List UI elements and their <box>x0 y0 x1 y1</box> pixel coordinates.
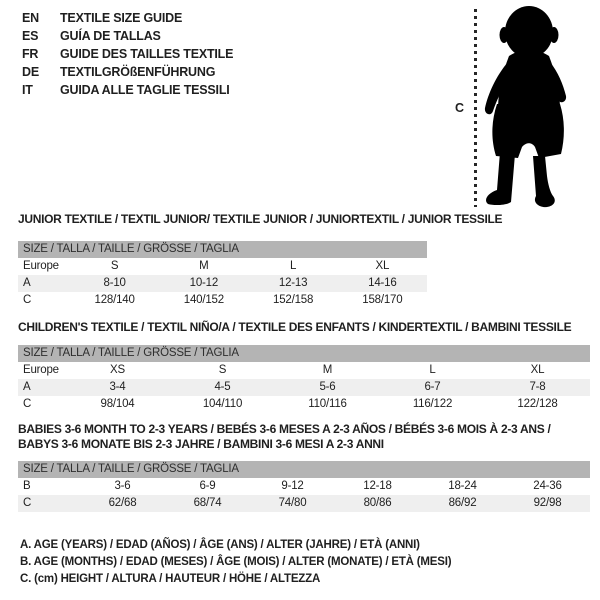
babies-title-line-2: BABYS 3-6 MONATE BIS 2-3 JAHRE / BAMBINI 3-6 MESI A 2-3 ANNI <box>18 437 384 451</box>
language-title-block <box>22 9 233 99</box>
table-cell: 104/110 <box>202 398 243 410</box>
table-cell: L <box>429 364 436 376</box>
language-code: EN <box>22 11 39 25</box>
children-size-table <box>18 345 590 413</box>
guide-title: TEXTILE SIZE GUIDE <box>60 11 183 25</box>
table-cell: 7-8 <box>529 381 546 393</box>
table-row <box>18 362 590 379</box>
table-cell: 3-4 <box>109 381 126 393</box>
language-row <box>22 27 233 45</box>
table-cell: 5-6 <box>319 381 336 393</box>
table-cell: L <box>290 260 297 272</box>
language-row <box>22 63 233 81</box>
table-size-header: SIZE / TALLA / TAILLE / GRÖSSE / TAGLIA <box>18 241 427 258</box>
table-cell: 8-10 <box>103 277 126 289</box>
babies-title-line-1: BABIES 3-6 MONTH TO 2-3 YEARS / BEBÉS 3-6 MESES A 2-3 AÑOS / BÉBÉS 3-6 MOIS À 2-3 ANS / <box>18 422 551 436</box>
table-cell: 24-36 <box>533 480 562 492</box>
row-label: A <box>23 381 31 393</box>
guide-title: GUÍA DE TALLAS <box>60 29 161 43</box>
language-code: FR <box>22 47 39 61</box>
table-size-header: SIZE / TALLA / TAILLE / GRÖSSE / TAGLIA <box>18 461 590 478</box>
table-cell: M <box>199 260 209 272</box>
row-label: Europe <box>23 364 59 376</box>
table-size-header: SIZE / TALLA / TAILLE / GRÖSSE / TAGLIA <box>18 345 590 362</box>
table-cell: 6-7 <box>424 381 441 393</box>
table-cell: 122/128 <box>517 398 558 410</box>
table-row <box>18 396 590 413</box>
junior-section-title: JUNIOR TEXTILE / TEXTIL JUNIOR/ TEXTILE JUNIOR / JUNIORTEXTIL / JUNIOR TESSILE <box>18 212 503 226</box>
table-cell: XL <box>530 364 545 376</box>
table-row <box>18 495 590 512</box>
table-cell: 62/68 <box>108 497 137 509</box>
table-cell: 128/140 <box>94 294 135 306</box>
guide-title: GUIDA ALLE TAGLIE TESSILI <box>60 83 230 97</box>
table-cell: M <box>322 364 333 376</box>
table-cell: 4-5 <box>214 381 231 393</box>
row-label: B <box>23 480 31 492</box>
legend-note-age-months: B. AGE (MONTHS) / EDAD (MESES) / ÂGE (MOIS) / ALTER (MONATE) / ETÀ (MESI) <box>20 556 452 568</box>
table-cell: XS <box>110 364 125 376</box>
guide-title: GUIDE DES TAILLES TEXTILE <box>60 47 234 61</box>
junior-size-table <box>18 241 427 309</box>
table-row <box>18 292 427 309</box>
language-row <box>22 45 233 63</box>
legend-note-height: C. (cm) HEIGHT / ALTURA / HAUTEUR / HÖHE / ALTEZZA <box>20 573 321 585</box>
table-cell: 68/74 <box>193 497 222 509</box>
table-row <box>18 478 590 495</box>
table-cell: 140/152 <box>183 294 224 306</box>
height-measure-dashed-line <box>474 9 477 207</box>
row-label: C <box>23 497 32 509</box>
table-cell: 14-16 <box>368 277 397 289</box>
row-label: C <box>23 398 32 410</box>
row-label: A <box>23 277 31 289</box>
table-cell: 9-12 <box>281 480 304 492</box>
table-cell: 92/98 <box>533 497 562 509</box>
legend-note-age-years: A. AGE (YEARS) / EDAD (AÑOS) / ÂGE (ANS) / ALTER (JAHRE) / ETÀ (ANNI) <box>20 539 420 551</box>
table-cell: 12-18 <box>363 480 392 492</box>
table-cell: 18-24 <box>448 480 477 492</box>
table-cell: 3-6 <box>114 480 131 492</box>
language-code: IT <box>22 83 33 97</box>
table-cell: 110/116 <box>308 398 347 410</box>
table-cell: 10-12 <box>189 277 219 289</box>
babies-section-title <box>18 422 550 452</box>
table-row <box>18 379 590 396</box>
table-cell: S <box>218 364 227 376</box>
language-row <box>22 81 233 99</box>
babies-size-table <box>18 461 590 512</box>
table-cell: 98/104 <box>100 398 135 410</box>
table-cell: 6-9 <box>199 480 216 492</box>
language-code: DE <box>22 65 39 79</box>
table-cell: 116/122 <box>412 398 453 410</box>
table-cell: XL <box>375 260 390 272</box>
table-cell: S <box>110 260 119 272</box>
height-marker-label: C <box>455 101 465 115</box>
children-section-title: CHILDREN'S TEXTILE / TEXTIL NIÑO/A / TEXTILE DES ENFANTS / KINDERTEXTIL / BAMBINI TESSILE <box>18 320 572 334</box>
row-label: C <box>23 294 32 306</box>
guide-title: TEXTILGRÖßENFÜHRUNG <box>60 65 216 79</box>
language-row <box>22 9 233 27</box>
toddler-silhouette-icon <box>482 4 582 212</box>
table-cell: 158/170 <box>362 294 403 306</box>
table-cell: 12-13 <box>278 277 308 289</box>
table-row <box>18 275 427 292</box>
row-label: Europe <box>23 260 59 272</box>
table-row <box>18 258 427 275</box>
table-cell: 86/92 <box>448 497 477 509</box>
table-cell: 152/158 <box>273 294 314 306</box>
table-cell: 80/86 <box>363 497 392 509</box>
legend-notes <box>20 537 451 588</box>
language-code: ES <box>22 29 39 43</box>
table-cell: 74/80 <box>278 497 307 509</box>
